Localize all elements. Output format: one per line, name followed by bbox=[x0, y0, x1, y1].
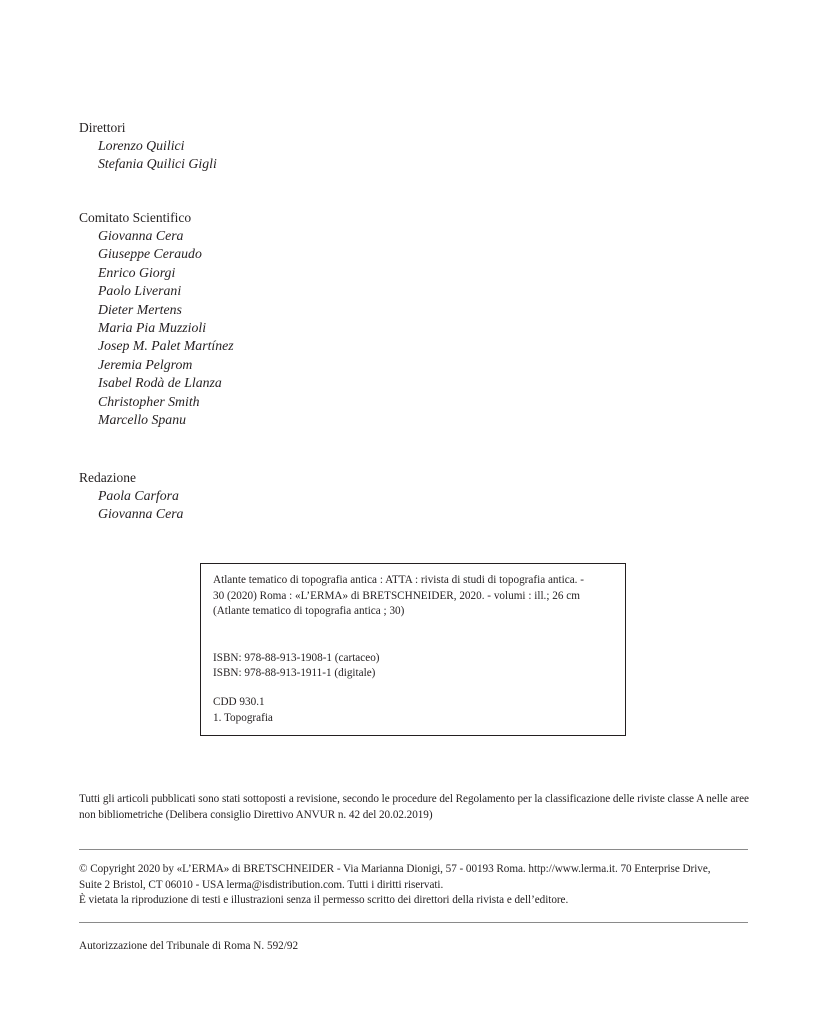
comitato-list bbox=[79, 227, 234, 429]
comitato-member-name: Christopher Smith bbox=[98, 393, 200, 409]
comitato-member-name: Giovanna Cera bbox=[98, 228, 184, 243]
comitato-scientifico-section bbox=[79, 209, 234, 429]
redazione-heading: Redazione bbox=[79, 470, 136, 485]
direttori-heading: Direttori bbox=[79, 120, 126, 135]
comitato-member-name: Maria Pia Muzzioli bbox=[98, 320, 207, 336]
catalog-line: (Atlante tematico di topografia antica ; 30) bbox=[213, 605, 405, 618]
catalog-record-box bbox=[200, 563, 626, 736]
catalog-subject: 1. Topografia bbox=[213, 711, 273, 724]
court-authorization: Autorizzazione del Tribunale di Roma N. 592/92 bbox=[79, 940, 299, 952]
comitato-member-name: Josep M. Palet Martínez bbox=[98, 338, 234, 354]
isbn-digital: ISBN: 978-88-913-1911-1 (digitale) bbox=[213, 667, 376, 680]
comitato-member-name: Marcello Spanu bbox=[98, 412, 187, 428]
comitato-member-name: Paolo Liverani bbox=[98, 283, 182, 299]
direttori-list bbox=[79, 137, 217, 174]
copyright-line: © Copyright 2020 by «L’ERMA» di BRETSCHNEIDER - Via Marianna Dionigi, 57 - 00193 Roma. http://www.lerma.it. 70 Enterprise Drive, bbox=[79, 863, 711, 875]
comitato-member-name: Isabel Rodà de Llanza bbox=[98, 375, 222, 391]
redazione-section bbox=[79, 469, 183, 524]
comitato-member-name: Enrico Giorgi bbox=[98, 264, 176, 280]
divider-line bbox=[79, 849, 748, 850]
redazione-member-name: Paola Carfora bbox=[98, 488, 179, 503]
catalog-line: 30 (2020) Roma : «L’ERMA» di BRETSCHNEIDER, 2020. - volumi : ill.; 26 cm bbox=[213, 589, 580, 602]
catalog-spacer bbox=[213, 620, 613, 651]
comitato-heading: Comitato Scientifico bbox=[79, 210, 192, 225]
isbn-print: ISBN: 978-88-913-1908-1 (cartaceo) bbox=[213, 651, 380, 664]
cdd-classification: CDD 930.1 bbox=[213, 695, 265, 708]
direttori-section bbox=[79, 119, 217, 174]
divider-line bbox=[79, 922, 748, 923]
copyright-notice bbox=[79, 862, 751, 909]
comitato-member-name: Jeremia Pelgrom bbox=[98, 356, 193, 372]
comitato-member-name: Dieter Mertens bbox=[98, 301, 182, 317]
comitato-member-name: Giuseppe Ceraudo bbox=[98, 246, 202, 262]
direttore-name: Stefania Quilici Gigli bbox=[98, 156, 217, 172]
redazione-member-name: Giovanna Cera bbox=[98, 506, 184, 522]
catalog-spacer bbox=[213, 682, 613, 695]
direttore-name: Lorenzo Quilici bbox=[98, 138, 185, 153]
redazione-list bbox=[79, 487, 183, 524]
copyright-line: Suite 2 Bristol, CT 06010 - USA lerma@isdistribution.com. Tutti i diritti riservati. bbox=[79, 878, 444, 891]
catalog-line: Atlante tematico di topografia antica : ATTA : rivista di studi di topografia antica. - bbox=[213, 574, 584, 586]
copyright-line: È vietata la riproduzione di testi e illustrazioni senza il permesso scritto dei direttori della rivista e dell’editore. bbox=[79, 894, 569, 907]
peer-review-note: Tutti gli articoli pubblicati sono stati sottoposti a revisione, secondo le procedure del Regolamento per la classificazione delle riviste classe A nelle aree non bibliometriche (Delibera consiglio Direttivo ANVUR n. 42 del 20.02.2019) bbox=[79, 793, 749, 821]
